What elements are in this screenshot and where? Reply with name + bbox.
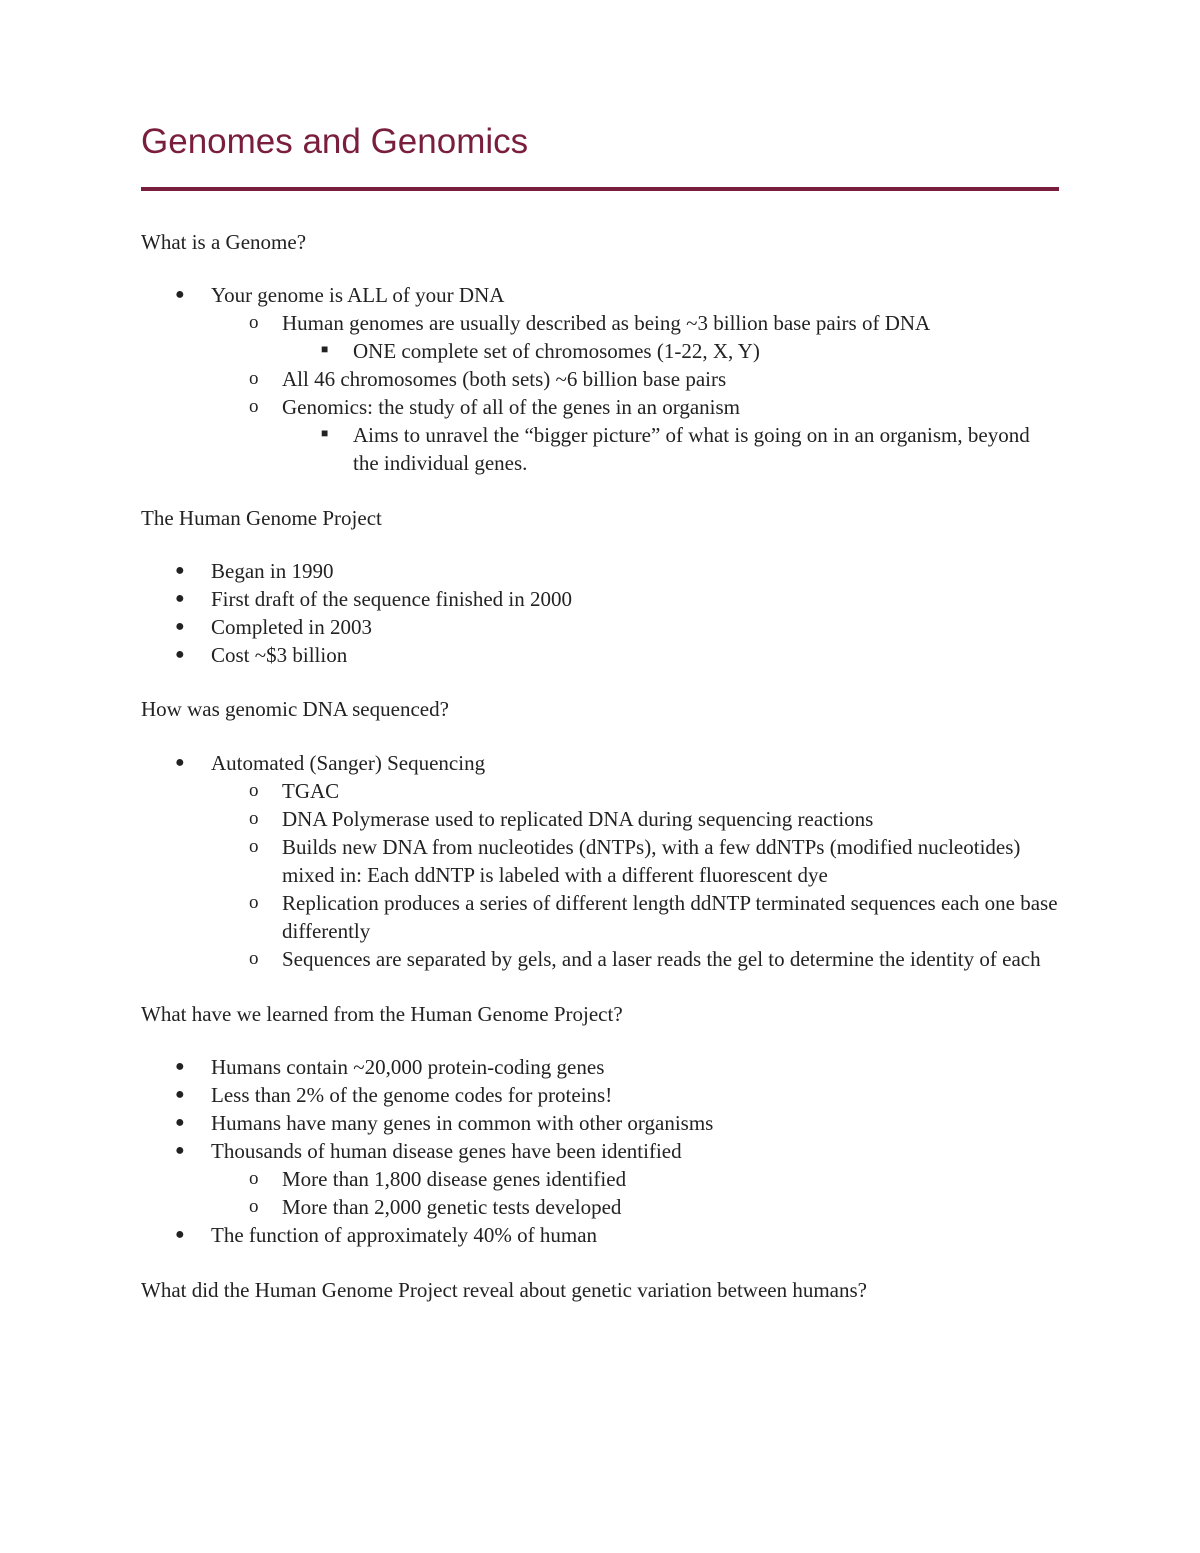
list-item: o All 46 chromosomes (both sets) ~6 billion base pairs <box>249 367 727 391</box>
list-item: o Sequences are separated by gels, and a laser reads the gel to determine the identity of each <box>249 947 1041 971</box>
sublist <box>141 1165 1059 1221</box>
bullet-circle-icon: o <box>249 780 259 801</box>
bullet-disc-icon: ● <box>175 754 185 771</box>
list-item: ● The function of approximately 40% of human <box>175 1223 598 1247</box>
sublist <box>141 309 1059 477</box>
bullet-circle-icon: o <box>249 948 259 969</box>
sublist <box>141 777 1059 973</box>
bullet-disc-icon: ● <box>175 590 185 607</box>
list-item: o TGAC <box>249 779 340 803</box>
list-item: o DNA Polymerase used to replicated DNA during sequencing reactions <box>249 807 874 831</box>
section-heading-variation: What did the Human Genome Project reveal about genetic variation between humans? <box>141 1278 867 1302</box>
list-item: ● Humans have many genes in common with other organisms <box>175 1111 714 1135</box>
document-page <box>141 120 1059 1304</box>
list-item: o Builds new DNA from nucleotides (dNTPs), with a few ddNTPs (modified nucleotides) mixed in: Each ddNTP is labeled with a different fluorescent dye <box>249 835 1021 887</box>
bullet-disc-icon: ● <box>175 618 185 635</box>
sublist <box>211 337 1059 365</box>
section-list-learned <box>141 1053 1059 1249</box>
bullet-disc-icon: ● <box>175 1058 185 1075</box>
bullet-disc-icon: ● <box>175 286 185 303</box>
section-list-genome <box>141 281 1059 477</box>
list-item: o Human genomes are usually described as being ~3 billion base pairs of DNA ■ ONE complete set of chromosomes (1-22, X, Y) <box>211 309 1059 365</box>
list-item: o Replication produces a series of different length ddNTP terminated sequences each one base differently <box>249 891 1058 943</box>
list-item: ● Humans contain ~20,000 protein-coding genes <box>175 1055 605 1079</box>
list-item: ● Began in 1990 <box>175 559 334 583</box>
list-item: ■ Aims to unravel the “bigger picture” of what is going on in an organism, beyond the individual genes. <box>282 421 1059 477</box>
list-item: ● Cost ~$3 billion <box>175 643 348 667</box>
list-item: ● Completed in 2003 <box>175 615 372 639</box>
list-item: ● Automated (Sanger) Sequencing o TGAC o DNA Polymerase used to replicated DNA during sequencing reactions o Builds new DNA from nucleotides (dNTPs), with a few ddNTPs (modified nucleotides) mixed in: Each ddNTP is labeled with a different fluorescent dye o Replication produces a series of different length ddNTP terminated sequences each one base differently o Sequences are separated by gels, and a laser reads the gel to determine the identity of each <box>141 749 1059 973</box>
bullet-disc-icon: ● <box>175 646 185 663</box>
list-item: ■ ONE complete set of chromosomes (1-22, X, Y) <box>282 337 1059 365</box>
bullet-circle-icon: o <box>249 368 259 389</box>
title-divider <box>141 187 1059 191</box>
section-heading-sequencing: How was genomic DNA sequenced? <box>141 697 449 721</box>
bullet-disc-icon: ● <box>175 1142 185 1159</box>
bullet-circle-icon: o <box>249 808 259 829</box>
bullet-circle-icon: o <box>249 312 259 333</box>
bullet-disc-icon: ● <box>175 1086 185 1103</box>
section-list-sequencing <box>141 749 1059 973</box>
list-item: o Genomics: the study of all of the genes in an organism ■ Aims to unravel the “bigger picture” of what is going on in an organism, beyond the individual genes. <box>211 393 1059 477</box>
bullet-circle-icon: o <box>249 836 259 857</box>
list-item: ● First draft of the sequence finished in 2000 <box>175 587 572 611</box>
bullet-square-icon: ■ <box>321 342 329 356</box>
bullet-square-icon: ■ <box>321 426 329 440</box>
list-item: ● Your genome is ALL of your DNA o Human genomes are usually described as being ~3 billion base pairs of DNA ■ ONE complete set of chromosomes (1-22, X, Y) o All 46 chromosomes (both sets) ~6 billion base pairs o Genomics: the study of all of the genes in an organism ■ Aims to unravel the “bigger picture” of what is going on in an organism, beyond the individual genes. <box>141 281 1059 477</box>
section-heading-hgp: The Human Genome Project <box>141 506 382 530</box>
bullet-circle-icon: o <box>249 396 259 417</box>
list-item: ● Thousands of human disease genes have been identified o More than 1,800 disease genes identified o More than 2,000 genetic tests developed <box>141 1137 1059 1221</box>
section-list-hgp <box>141 557 1059 669</box>
bullet-disc-icon: ● <box>175 562 185 579</box>
bullet-circle-icon: o <box>249 1196 259 1217</box>
bullet-circle-icon: o <box>249 892 259 913</box>
sublist <box>211 421 1059 477</box>
bullet-disc-icon: ● <box>175 1226 185 1243</box>
bullet-circle-icon: o <box>249 1168 259 1189</box>
list-item: o More than 1,800 disease genes identified <box>249 1167 627 1191</box>
list-item: ● Less than 2% of the genome codes for proteins! <box>175 1083 613 1107</box>
section-heading-genome: What is a Genome? <box>141 230 307 254</box>
page-title: Genomes and Genomics <box>141 122 529 161</box>
bullet-disc-icon: ● <box>175 1114 185 1131</box>
section-heading-learned: What have we learned from the Human Genome Project? <box>141 1002 623 1026</box>
list-item: o More than 2,000 genetic tests developed <box>249 1195 622 1219</box>
